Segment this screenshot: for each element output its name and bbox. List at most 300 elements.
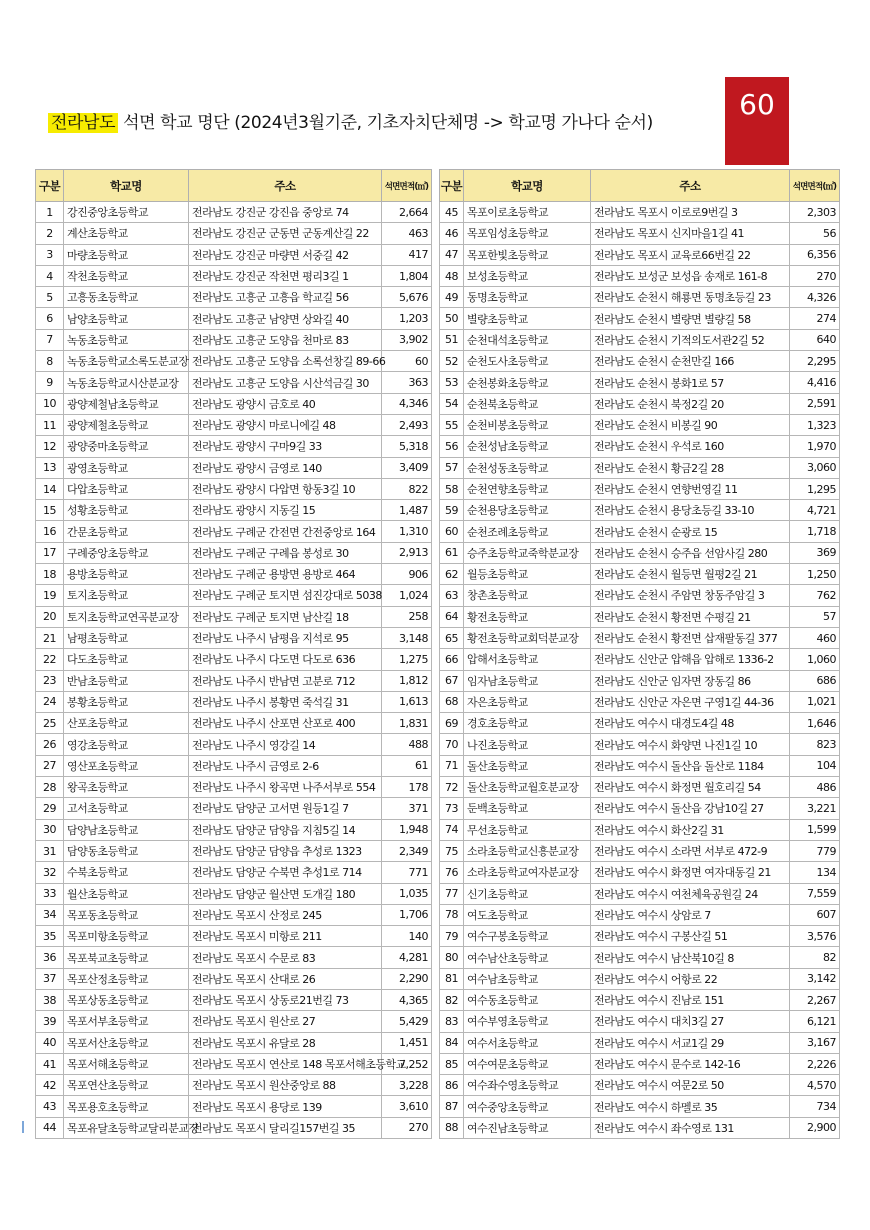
cell-no: 43 [36, 1096, 64, 1117]
cell-school-name: 여수진남초등학교 [464, 1117, 591, 1138]
cell-area: 823 [790, 734, 840, 755]
cell-no: 79 [440, 926, 464, 947]
table-row [440, 968, 840, 989]
cell-address: 전라남도 목포시 산대로 26 [189, 968, 382, 989]
cell-school-name: 작천초등학교 [64, 265, 189, 286]
cell-address: 전라남도 담양군 담양읍 추성로 1323 [189, 840, 382, 861]
table-row [440, 691, 840, 712]
cell-address: 전라남도 순천시 연향번영길 11 [591, 478, 790, 499]
cell-area: 56 [790, 223, 840, 244]
cell-address: 전라남도 순천시 봉화1로 57 [591, 372, 790, 393]
table-row [36, 798, 432, 819]
cell-no: 66 [440, 649, 464, 670]
cell-no: 17 [36, 542, 64, 563]
cell-school-name: 광양제철초등학교 [64, 414, 189, 435]
cell-school-name: 광양제철남초등학교 [64, 393, 189, 414]
cell-area: 1,831 [382, 713, 432, 734]
cell-area: 3,060 [790, 457, 840, 478]
cell-school-name: 담양남초등학교 [64, 819, 189, 840]
table-row [440, 244, 840, 265]
cell-no: 20 [36, 606, 64, 627]
cell-no: 24 [36, 691, 64, 712]
cell-address: 전라남도 보성군 보성읍 송재로 161-8 [591, 265, 790, 286]
cell-area: 1,021 [790, 691, 840, 712]
table-row [36, 755, 432, 776]
cell-school-name: 목포임성초등학교 [464, 223, 591, 244]
cell-area: 363 [382, 372, 432, 393]
table-row [440, 414, 840, 435]
cell-no: 10 [36, 393, 64, 414]
cell-school-name: 목포서산초등학교 [64, 1032, 189, 1053]
cell-school-name: 순천비봉초등학교 [464, 414, 591, 435]
cell-no: 64 [440, 606, 464, 627]
cell-area: 2,295 [790, 351, 840, 372]
cell-school-name: 남평초등학교 [64, 627, 189, 648]
table-row [440, 755, 840, 776]
cell-area: 463 [382, 223, 432, 244]
cell-area: 2,900 [790, 1117, 840, 1138]
cell-no: 19 [36, 585, 64, 606]
cell-school-name: 소라초등학교신흥분교장 [464, 840, 591, 861]
cell-school-name: 여수중앙초등학교 [464, 1096, 591, 1117]
cell-school-name: 돌산초등학교월호분교장 [464, 777, 591, 798]
cell-school-name: 수북초등학교 [64, 862, 189, 883]
cell-area: 1,613 [382, 691, 432, 712]
cell-school-name: 목포미항초등학교 [64, 926, 189, 947]
cell-school-name: 순천조례초등학교 [464, 521, 591, 542]
cell-school-name: 순천봉화초등학교 [464, 372, 591, 393]
table-row [36, 308, 432, 329]
cell-address: 전라남도 목포시 산정로 245 [189, 904, 382, 925]
cell-school-name: 계산초등학교 [64, 223, 189, 244]
table-row [36, 670, 432, 691]
cell-address: 전라남도 순천시 황금2길 28 [591, 457, 790, 478]
col-header-address: 주소 [189, 170, 382, 202]
cell-no: 16 [36, 521, 64, 542]
cell-address: 전라남도 여수시 화산2길 31 [591, 819, 790, 840]
table-row [440, 372, 840, 393]
table-row [36, 862, 432, 883]
table-row [36, 542, 432, 563]
cell-school-name: 여수동초등학교 [464, 989, 591, 1010]
cell-no: 53 [440, 372, 464, 393]
table-row [36, 202, 432, 223]
cell-area: 1,487 [382, 500, 432, 521]
cell-school-name: 순천연향초등학교 [464, 478, 591, 499]
cell-no: 23 [36, 670, 64, 691]
cell-no: 6 [36, 308, 64, 329]
cell-no: 78 [440, 904, 464, 925]
cell-address: 전라남도 순천시 황전면 삽재팔동길 377 [591, 627, 790, 648]
cell-address: 전라남도 강진군 마량면 서중길 42 [189, 244, 382, 265]
cell-address: 전라남도 구례군 용방면 용방로 464 [189, 564, 382, 585]
cell-area: 762 [790, 585, 840, 606]
cell-no: 68 [440, 691, 464, 712]
cell-school-name: 무선초등학교 [464, 819, 591, 840]
cell-address: 전라남도 여수시 돌산읍 강남10길 27 [591, 798, 790, 819]
cell-area: 371 [382, 798, 432, 819]
cell-area: 1,646 [790, 713, 840, 734]
cell-school-name: 다압초등학교 [64, 478, 189, 499]
cell-area: 4,365 [382, 989, 432, 1010]
table-row [36, 840, 432, 861]
table-row [440, 1032, 840, 1053]
cell-no: 87 [440, 1096, 464, 1117]
cell-school-name: 반남초등학교 [64, 670, 189, 691]
table-row [36, 904, 432, 925]
cell-school-name: 월산초등학교 [64, 883, 189, 904]
cell-area: 3,228 [382, 1075, 432, 1096]
cell-address: 전라남도 광양시 다압면 항동3길 10 [189, 478, 382, 499]
cell-area: 1,323 [790, 414, 840, 435]
cell-no: 65 [440, 627, 464, 648]
cell-school-name: 용방초등학교 [64, 564, 189, 585]
table-row [36, 947, 432, 968]
cell-address: 전라남도 목포시 이로로9번길 3 [591, 202, 790, 223]
cell-no: 59 [440, 500, 464, 521]
cell-school-name: 별량초등학교 [464, 308, 591, 329]
cell-address: 전라남도 여수시 대경도4길 48 [591, 713, 790, 734]
cell-school-name: 순천용당초등학교 [464, 500, 591, 521]
table-row [440, 457, 840, 478]
cell-area: 1,275 [382, 649, 432, 670]
cell-no: 60 [440, 521, 464, 542]
cell-area: 1,203 [382, 308, 432, 329]
cell-no: 50 [440, 308, 464, 329]
cell-no: 25 [36, 713, 64, 734]
cell-no: 49 [440, 287, 464, 308]
cell-address: 전라남도 목포시 교육로66번길 22 [591, 244, 790, 265]
cell-area: 822 [382, 478, 432, 499]
cell-address: 전라남도 순천시 순광로 15 [591, 521, 790, 542]
col-header-school: 학교명 [64, 170, 189, 202]
cell-school-name: 다도초등학교 [64, 649, 189, 670]
cell-school-name: 담양동초등학교 [64, 840, 189, 861]
cell-no: 85 [440, 1053, 464, 1074]
cell-school-name: 녹동초등학교시산분교장 [64, 372, 189, 393]
cell-area: 3,576 [790, 926, 840, 947]
cell-address: 전라남도 고흥군 도양읍 소록선창길 89-66 [189, 351, 382, 372]
cell-school-name: 목포북교초등학교 [64, 947, 189, 968]
cell-school-name: 임자남초등학교 [464, 670, 591, 691]
cell-address: 전라남도 목포시 신지마을1길 41 [591, 223, 790, 244]
cell-address: 전라남도 고흥군 남양면 상와길 40 [189, 308, 382, 329]
cell-school-name: 녹동초등학교소록도분교장 [64, 351, 189, 372]
table-row [36, 436, 432, 457]
cell-address: 전라남도 여수시 상암로 7 [591, 904, 790, 925]
cell-address: 전라남도 나주시 산포면 산포로 400 [189, 713, 382, 734]
cell-address: 전라남도 광양시 지동길 15 [189, 500, 382, 521]
cell-address: 전라남도 고흥군 도양읍 천마로 83 [189, 329, 382, 350]
cell-address: 전라남도 순천시 황전면 수평길 21 [591, 606, 790, 627]
cell-address: 전라남도 고흥군 도양읍 시산석금길 30 [189, 372, 382, 393]
cell-no: 28 [36, 777, 64, 798]
table-row [440, 840, 840, 861]
cell-area: 2,349 [382, 840, 432, 861]
cell-address: 전라남도 순천시 북정2길 20 [591, 393, 790, 414]
cell-area: 2,267 [790, 989, 840, 1010]
cell-address: 전라남도 여수시 좌수영로 131 [591, 1117, 790, 1138]
table-row [440, 308, 840, 329]
cell-area: 2,664 [382, 202, 432, 223]
cell-school-name: 여수남초등학교 [464, 968, 591, 989]
cell-no: 13 [36, 457, 64, 478]
cell-area: 607 [790, 904, 840, 925]
cell-area: 5,429 [382, 1011, 432, 1032]
cell-area: 906 [382, 564, 432, 585]
table-row [36, 1117, 432, 1138]
cell-area: 4,570 [790, 1075, 840, 1096]
cell-school-name: 광영초등학교 [64, 457, 189, 478]
cell-address: 전라남도 구례군 간전면 간전중앙로 164 [189, 521, 382, 542]
table-row [440, 904, 840, 925]
cell-address: 전라남도 여수시 남산북10길 8 [591, 947, 790, 968]
cell-area: 274 [790, 308, 840, 329]
col-header-area: 석면면적(㎡) [382, 170, 432, 202]
cell-school-name: 순천도사초등학교 [464, 351, 591, 372]
table-row [36, 883, 432, 904]
cell-no: 46 [440, 223, 464, 244]
cell-address: 전라남도 나주시 금영로 2-6 [189, 755, 382, 776]
cell-no: 76 [440, 862, 464, 883]
cell-school-name: 산포초등학교 [64, 713, 189, 734]
cell-school-name: 압해서초등학교 [464, 649, 591, 670]
cell-address: 전라남도 담양군 수북면 추성1로 714 [189, 862, 382, 883]
cell-area: 270 [790, 265, 840, 286]
cell-address: 전라남도 순천시 월등면 월평2길 21 [591, 564, 790, 585]
cell-address: 전라남도 여수시 서교1길 29 [591, 1032, 790, 1053]
cell-address: 전라남도 여수시 어항로 22 [591, 968, 790, 989]
cell-address: 전라남도 목포시 미항로 211 [189, 926, 382, 947]
cell-area: 2,290 [382, 968, 432, 989]
cell-area: 734 [790, 1096, 840, 1117]
cell-school-name: 왕곡초등학교 [64, 777, 189, 798]
cell-address: 전라남도 목포시 용당로 139 [189, 1096, 382, 1117]
cell-address: 전라남도 광양시 금호로 40 [189, 393, 382, 414]
cell-school-name: 경호초등학교 [464, 713, 591, 734]
table-row [36, 1096, 432, 1117]
cell-school-name: 동명초등학교 [464, 287, 591, 308]
cell-area: 134 [790, 862, 840, 883]
cell-address: 전라남도 순천시 주암면 창동주암길 3 [591, 585, 790, 606]
cell-school-name: 목포유달초등학교달리분교장 [64, 1117, 189, 1138]
cell-no: 18 [36, 564, 64, 585]
cell-no: 3 [36, 244, 64, 265]
cell-area: 4,346 [382, 393, 432, 414]
table-row [36, 627, 432, 648]
cell-school-name: 광양중마초등학교 [64, 436, 189, 457]
cell-no: 55 [440, 414, 464, 435]
table-row [36, 968, 432, 989]
cell-school-name: 보성초등학교 [464, 265, 591, 286]
cell-area: 1,024 [382, 585, 432, 606]
cell-no: 22 [36, 649, 64, 670]
table-row [36, 819, 432, 840]
cell-address: 전라남도 나주시 봉황면 죽석길 31 [189, 691, 382, 712]
cell-school-name: 성황초등학교 [64, 500, 189, 521]
cell-no: 44 [36, 1117, 64, 1138]
cell-school-name: 여수구봉초등학교 [464, 926, 591, 947]
cell-area: 2,226 [790, 1053, 840, 1074]
cell-school-name: 녹동초등학교 [64, 329, 189, 350]
table-row [440, 862, 840, 883]
cell-area: 270 [382, 1117, 432, 1138]
cell-school-name: 간문초등학교 [64, 521, 189, 542]
cell-area: 3,409 [382, 457, 432, 478]
page-header [48, 108, 653, 133]
cell-area: 140 [382, 926, 432, 947]
cell-address: 전라남도 여수시 화정면 여자대동길 21 [591, 862, 790, 883]
col-header-address: 주소 [591, 170, 790, 202]
table-row [440, 649, 840, 670]
cell-area: 2,303 [790, 202, 840, 223]
table-row [440, 926, 840, 947]
cell-no: 74 [440, 819, 464, 840]
cell-address: 전라남도 광양시 금영로 140 [189, 457, 382, 478]
cell-no: 40 [36, 1032, 64, 1053]
cell-no: 67 [440, 670, 464, 691]
cell-no: 75 [440, 840, 464, 861]
cell-address: 전라남도 목포시 연산로 148 목포서해초등학교 [189, 1053, 382, 1074]
cell-no: 27 [36, 755, 64, 776]
table-row [440, 734, 840, 755]
cell-address: 전라남도 여수시 구봉산길 51 [591, 926, 790, 947]
cell-no: 70 [440, 734, 464, 755]
cell-address: 전라남도 순천시 해룡면 동명초등길 23 [591, 287, 790, 308]
table-row [440, 202, 840, 223]
cell-address: 전라남도 신안군 자은면 구영1길 44-36 [591, 691, 790, 712]
cell-address: 전라남도 담양군 월산면 도개길 180 [189, 883, 382, 904]
cell-address: 전라남도 여수시 진남로 151 [591, 989, 790, 1010]
cell-address: 전라남도 나주시 남평읍 지석로 95 [189, 627, 382, 648]
table-row [440, 798, 840, 819]
cell-address: 전라남도 여수시 하멜로 35 [591, 1096, 790, 1117]
cell-no: 8 [36, 351, 64, 372]
cell-no: 2 [36, 223, 64, 244]
cell-address: 전라남도 여수시 소라면 서부로 472-9 [591, 840, 790, 861]
cell-area: 1,295 [790, 478, 840, 499]
cell-address: 전라남도 광양시 구마9길 33 [189, 436, 382, 457]
cell-area: 7,252 [382, 1053, 432, 1074]
cell-school-name: 강진중앙초등학교 [64, 202, 189, 223]
cell-address: 전라남도 강진군 작천면 평리3길 1 [189, 265, 382, 286]
cell-address: 전라남도 목포시 원산로 27 [189, 1011, 382, 1032]
cell-area: 771 [382, 862, 432, 883]
cell-no: 37 [36, 968, 64, 989]
cell-school-name: 남양초등학교 [64, 308, 189, 329]
cell-school-name: 목포상동초등학교 [64, 989, 189, 1010]
cell-no: 81 [440, 968, 464, 989]
cell-address: 전라남도 나주시 반남면 고분로 712 [189, 670, 382, 691]
cell-address: 전라남도 목포시 수문로 83 [189, 947, 382, 968]
cell-school-name: 목포서해초등학교 [64, 1053, 189, 1074]
cell-no: 42 [36, 1075, 64, 1096]
cell-address: 전라남도 구례군 구례읍 봉성로 30 [189, 542, 382, 563]
table-row [36, 457, 432, 478]
table-row [36, 478, 432, 499]
cell-school-name: 여수서초등학교 [464, 1032, 591, 1053]
table-row [440, 521, 840, 542]
cell-area: 486 [790, 777, 840, 798]
cell-no: 4 [36, 265, 64, 286]
cell-no: 72 [440, 777, 464, 798]
cell-area: 1,250 [790, 564, 840, 585]
table-row [36, 691, 432, 712]
table-row [440, 1011, 840, 1032]
cell-no: 71 [440, 755, 464, 776]
page-title: 석면 학교 명단 (2024년3월기준, 기초자치단체명 -> 학교명 가나다 순서) [123, 113, 653, 133]
cell-school-name: 자은초등학교 [464, 691, 591, 712]
cell-address: 전라남도 목포시 상동로21번길 73 [189, 989, 382, 1010]
table-row [440, 713, 840, 734]
table-row [36, 585, 432, 606]
cell-no: 11 [36, 414, 64, 435]
table-row [36, 223, 432, 244]
cell-no: 26 [36, 734, 64, 755]
cell-school-name: 토지초등학교연곡분교장 [64, 606, 189, 627]
cell-school-name: 여도초등학교 [464, 904, 591, 925]
cell-school-name: 순천성남초등학교 [464, 436, 591, 457]
cell-address: 전라남도 여수시 대치3길 27 [591, 1011, 790, 1032]
table-row [440, 1053, 840, 1074]
cell-no: 34 [36, 904, 64, 925]
cell-school-name: 여수남산초등학교 [464, 947, 591, 968]
cell-school-name: 둔백초등학교 [464, 798, 591, 819]
table-row [36, 1075, 432, 1096]
table-row [440, 1075, 840, 1096]
cell-school-name: 영강초등학교 [64, 734, 189, 755]
table-header-row [36, 170, 432, 202]
cell-no: 21 [36, 627, 64, 648]
cell-area: 1,035 [382, 883, 432, 904]
region-highlight: 전라남도 [48, 113, 118, 133]
cell-address: 전라남도 순천시 승주읍 선암사길 280 [591, 542, 790, 563]
cell-area: 1,804 [382, 265, 432, 286]
cell-no: 58 [440, 478, 464, 499]
cell-school-name: 소라초등학교여자분교장 [464, 862, 591, 883]
cell-address: 전라남도 여수시 돌산읍 돌산로 1184 [591, 755, 790, 776]
cell-school-name: 승주초등학교죽학분교장 [464, 542, 591, 563]
cell-area: 460 [790, 627, 840, 648]
cell-area: 4,721 [790, 500, 840, 521]
cell-no: 80 [440, 947, 464, 968]
cell-address: 전라남도 나주시 왕곡면 나주서부로 554 [189, 777, 382, 798]
table-row [440, 1096, 840, 1117]
table-row [36, 329, 432, 350]
table-row [440, 564, 840, 585]
cell-area: 1,718 [790, 521, 840, 542]
cell-no: 12 [36, 436, 64, 457]
table-row [440, 777, 840, 798]
cell-school-name: 순천대석초등학교 [464, 329, 591, 350]
table-row [36, 734, 432, 755]
table-row [36, 287, 432, 308]
table-row [440, 223, 840, 244]
cell-no: 7 [36, 329, 64, 350]
table-row [36, 1032, 432, 1053]
cell-area: 686 [790, 670, 840, 691]
cell-school-name: 구례중앙초등학교 [64, 542, 189, 563]
table-row [440, 436, 840, 457]
cell-no: 61 [440, 542, 464, 563]
cell-area: 61 [382, 755, 432, 776]
cell-no: 33 [36, 883, 64, 904]
cell-school-name: 나진초등학교 [464, 734, 591, 755]
cell-area: 5,676 [382, 287, 432, 308]
cell-no: 73 [440, 798, 464, 819]
cell-area: 258 [382, 606, 432, 627]
cell-school-name: 황전초등학교 [464, 606, 591, 627]
